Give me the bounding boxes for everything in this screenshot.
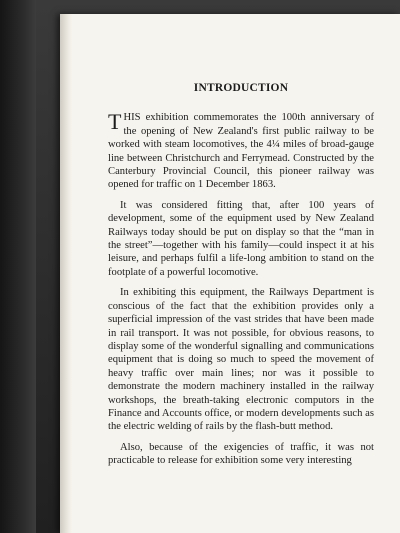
drop-cap: T — [108, 109, 122, 135]
book-page — [60, 14, 400, 533]
paragraph-1 — [108, 111, 374, 191]
book-binding-shadow — [0, 0, 36, 533]
paragraph-4: Also, because of the exigencies of traffic, it was not practicable to release for exhibition some very interesting — [108, 441, 374, 467]
paragraph-1-text: HIS exhibition commemorates the 100th anniversary of the opening of New Zealand's first public railway to be worked with steam locomotives, the 4¼ miles of broad-gauge line between Christchurch and Ferrymead. Constructed by the Canterbury Provincial Council, this pioneer railway was opened for traffic on 1 December 1863. — [108, 112, 374, 191]
paragraph-2: It was considered fitting that, after 100 years of development, some of the equipment used by New Zealand Railways today should be put on display so that the “man in the street”—together with his family—could inspect it at his leisure, and perhaps fulfil a life-long ambition to stand on the footplate of a powerful locomotive. — [108, 199, 374, 278]
page-heading: INTRODUCTION — [193, 82, 289, 94]
page-gutter — [60, 14, 72, 533]
page-content — [108, 82, 374, 475]
paragraph-3: In exhibiting this equipment, the Railways Department is conscious of the fact that the exhibition provides only a superficial impression of the vast strides that have been made in rail transport. It was not possible, for obvious reasons, to display some of the wonderful signalling and communications equipment that is doing so much to speed the movement of heavy traffic over main lines; nor was it possible to demonstrate the modern machinery installed in the railway workshops, the breath-taking electronic computors in the Finance and Accounts office, or modern developments such as the electric welding of rails by the flash-butt method. — [108, 287, 374, 433]
